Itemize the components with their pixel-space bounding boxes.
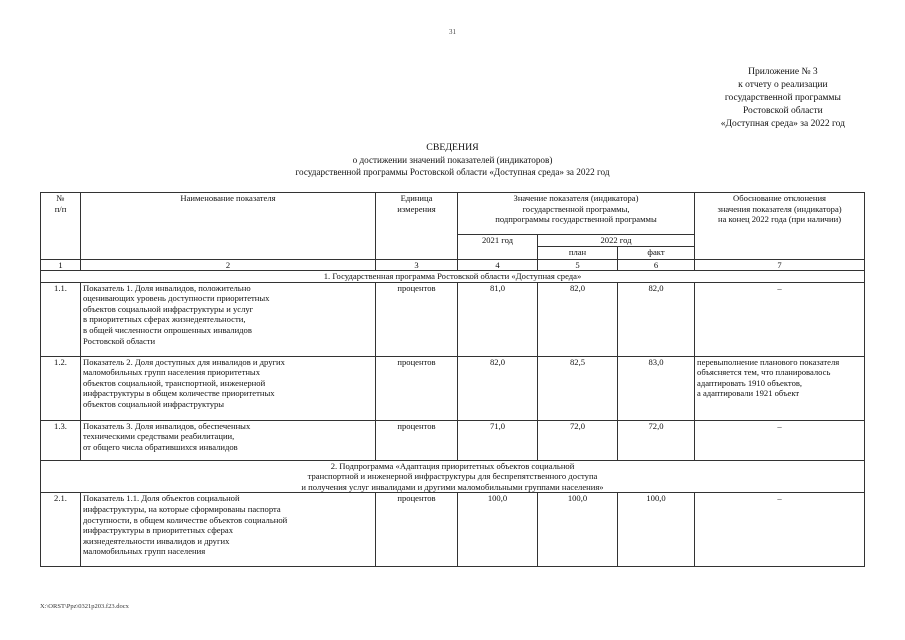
section-title: 1. Государственная программа Ростовской области «Доступная среда» [41,271,865,283]
header-year-2022: 2022 год [538,235,695,247]
header-plan: план [538,247,618,260]
appendix-line: государственной программы [724,93,841,103]
document-title: СВЕДЕНИЯ [426,142,479,153]
column-index-cell: 5 [538,260,618,271]
row-num: 1.1. [41,282,81,356]
appendix-line: «Доступная среда» за 2022 год [720,119,845,129]
document-subtitle: государственной программы Ростовской области «Доступная среда» за 2022 год [295,167,610,177]
row-value-plan: 82,5 [538,356,618,420]
table-header-row [41,193,865,235]
row-value-fact: 83,0 [618,356,695,420]
row-value-2021: 100,0 [458,493,538,567]
column-index-cell: 2 [81,260,376,271]
header-unit: Единица измерения [376,193,458,260]
row-reason: перевыполнение планового показателя объясняется тем, что планировалось адаптировать 1910 объектов, а адаптировали 1921 объект [695,356,865,420]
table-row [41,420,865,460]
appendix-line: Ростовской области [742,106,823,116]
appendix-line: к отчету о реализации [738,80,828,90]
row-value-fact: 72,0 [618,420,695,460]
row-num: 1.3. [41,420,81,460]
row-num: 2.1. [41,493,81,567]
row-value-2021: 81,0 [458,282,538,356]
header-fact: факт [618,247,695,260]
header-name: Наименование показателя [81,193,376,260]
document-heading [0,142,905,178]
file-path-footer: X:\ORST\Ppz\0321p203.f23.docx [40,603,129,610]
page-number: 31 [449,28,456,36]
table-row [41,493,865,567]
table-row [41,282,865,356]
row-value-2021: 71,0 [458,420,538,460]
column-index-cell: 7 [695,260,865,271]
row-num: 1.2. [41,356,81,420]
column-index-cell: 3 [376,260,458,271]
row-reason: – [695,493,865,567]
row-value-plan: 82,0 [538,282,618,356]
section-row [41,460,865,493]
row-reason: – [695,420,865,460]
row-value-fact: 100,0 [618,493,695,567]
section-title: 2. Подпрограмма «Адаптация приоритетных объектов социальной транспортной и инженерной инфраструктуры для беспрепятственного доступа и получения услуг инвалидами и другими маломобильными группами населения» [41,460,865,493]
table-row [41,356,865,420]
column-index-row [41,260,865,271]
indicators-table [40,192,865,567]
row-value-plan: 72,0 [538,420,618,460]
column-index-cell: 1 [41,260,81,271]
row-value-2021: 82,0 [458,356,538,420]
row-name: Показатель 3. Доля инвалидов, обеспеченных техническими средствами реабилитации, от общего числа обратившихся инвалидов [81,420,376,460]
section-row [41,271,865,283]
row-name: Показатель 2. Доля доступных для инвалидов и других маломобильных групп населения приоритетных объектов социальной, транспортной, инженерной инфраструктуры в общем количестве приоритетных объектов социальной инфраструктуры [81,356,376,420]
row-unit: процентов [376,282,458,356]
row-value-plan: 100,0 [538,493,618,567]
header-reason: Обоснование отклонения значения показателя (индикатора) на конец 2022 года (при наличии) [695,193,865,260]
header-values: Значение показателя (индикатора) государственной программы, подпрограммы государственной программы [458,193,695,235]
row-unit: процентов [376,356,458,420]
row-value-fact: 82,0 [618,282,695,356]
header-num: № п/п [41,193,81,260]
row-reason: – [695,282,865,356]
row-name: Показатель 1. Доля инвалидов, положительно оценивающих уровень доступности приоритетных объектов социальной инфраструктуры и услуг в приоритетных сферах жизнедеятельности, в общей численности опрошенных инвалидов Ростовской области [81,282,376,356]
row-unit: процентов [376,493,458,567]
row-unit: процентов [376,420,458,460]
column-index-cell: 4 [458,260,538,271]
appendix-block [721,66,845,131]
document-subtitle: о достижении значений показателей (индикаторов) [352,155,553,165]
appendix-line: Приложение № 3 [748,67,818,77]
row-name: Показатель 1.1. Доля объектов социальной инфраструктуры, на которые сформированы паспорта доступности, в общем количестве объектов социальной инфраструктуры в приоритетных сферах жизнедеятельности инвалидов и других маломобильных групп населения [81,493,376,567]
header-year-2021: 2021 год [458,235,538,260]
column-index-cell: 6 [618,260,695,271]
